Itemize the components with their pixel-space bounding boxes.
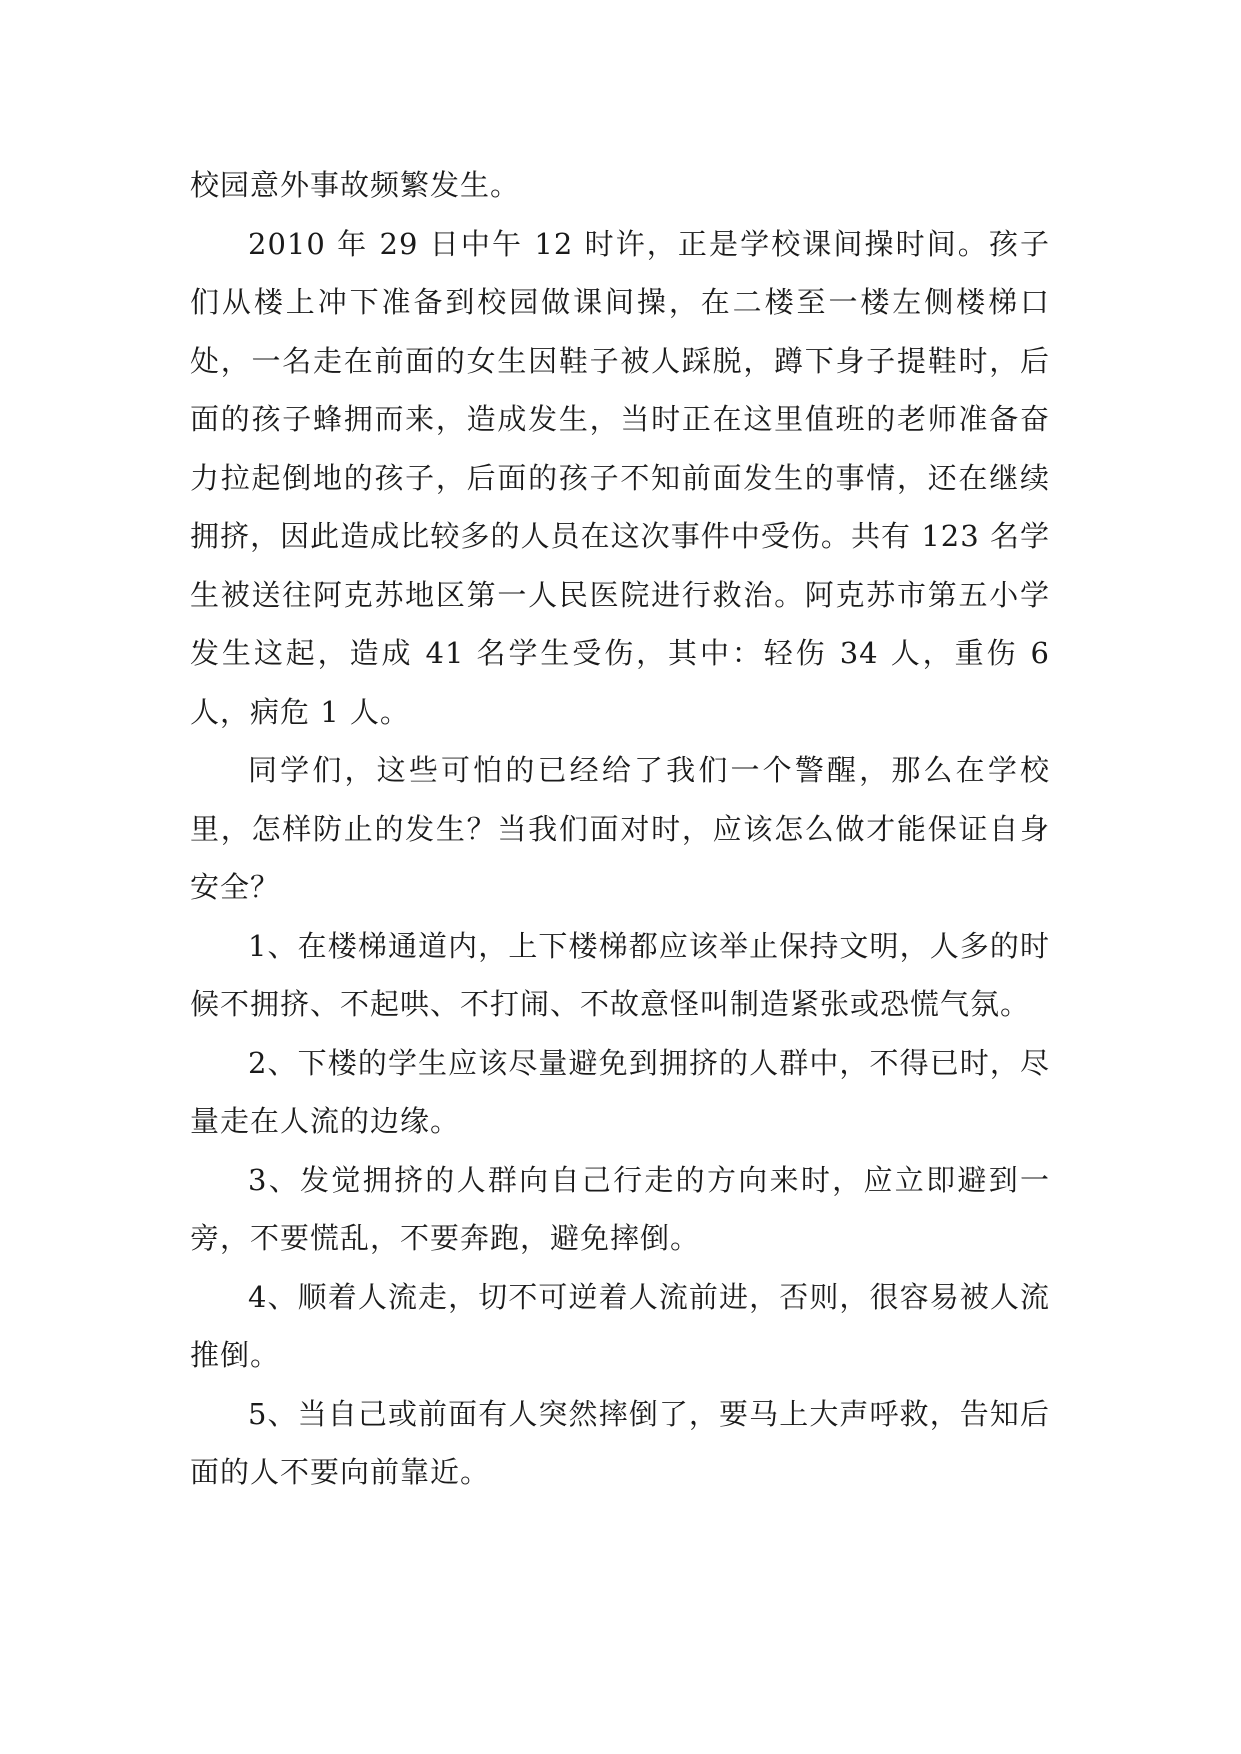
paragraph-2: 2010 年 29 日中午 12 时许，正是学校课间操时间。孩子们从楼上冲下准备到校园做课间操，在二楼至一楼左侧楼梯口处，一名走在前面的女生因鞋子被人踩脱，蹲下身子提鞋时，后面的孩子蜂拥而来，造成发生，当时正在这里值班的老师准备奋力拉起倒地的孩子，后面的孩子不知前面发生的事情，还在继续拥挤，因此造成比较多的人员在这次事件中受伤。共有 123 名学生被送往阿克苏地区第一人民医院进行救治。阿克苏市第五小学发生这起，造成 41 名学生受伤，其中：轻伤 34 人，重伤 6 人，病危 1 人。 xyxy=(190,226,1050,729)
paragraph-1: 校园意外事故频繁发生。 xyxy=(190,168,521,202)
document-body xyxy=(190,156,1050,1502)
paragraph-6: 3、发觉拥挤的人群向自己行走的方向来时，应立即避到一旁，不要慌乱，不要奔跑，避免摔倒。 xyxy=(190,1162,1050,1255)
paragraph-7: 4、顺着人流走，切不可逆着人流前进，否则，很容易被人流推倒。 xyxy=(190,1279,1050,1372)
paragraph-5: 2、下楼的学生应该尽量避免到拥挤的人群中，不得已时，尽量走在人流的边缘。 xyxy=(190,1045,1050,1138)
paragraph-4: 1、在楼梯通道内，上下楼梯都应该举止保持文明，人多的时候不拥挤、不起哄、不打闹、不故意怪叫制造紧张或恐慌气氛。 xyxy=(190,928,1050,1021)
paragraph-3: 同学们，这些可怕的已经给了我们一个警醒，那么在学校里，怎样防止的发生？当我们面对时，应该怎么做才能保证自身安全？ xyxy=(190,753,1050,904)
paragraph-8: 5、当自己或前面有人突然摔倒了，要马上大声呼救，告知后面的人不要向前靠近。 xyxy=(190,1396,1050,1489)
